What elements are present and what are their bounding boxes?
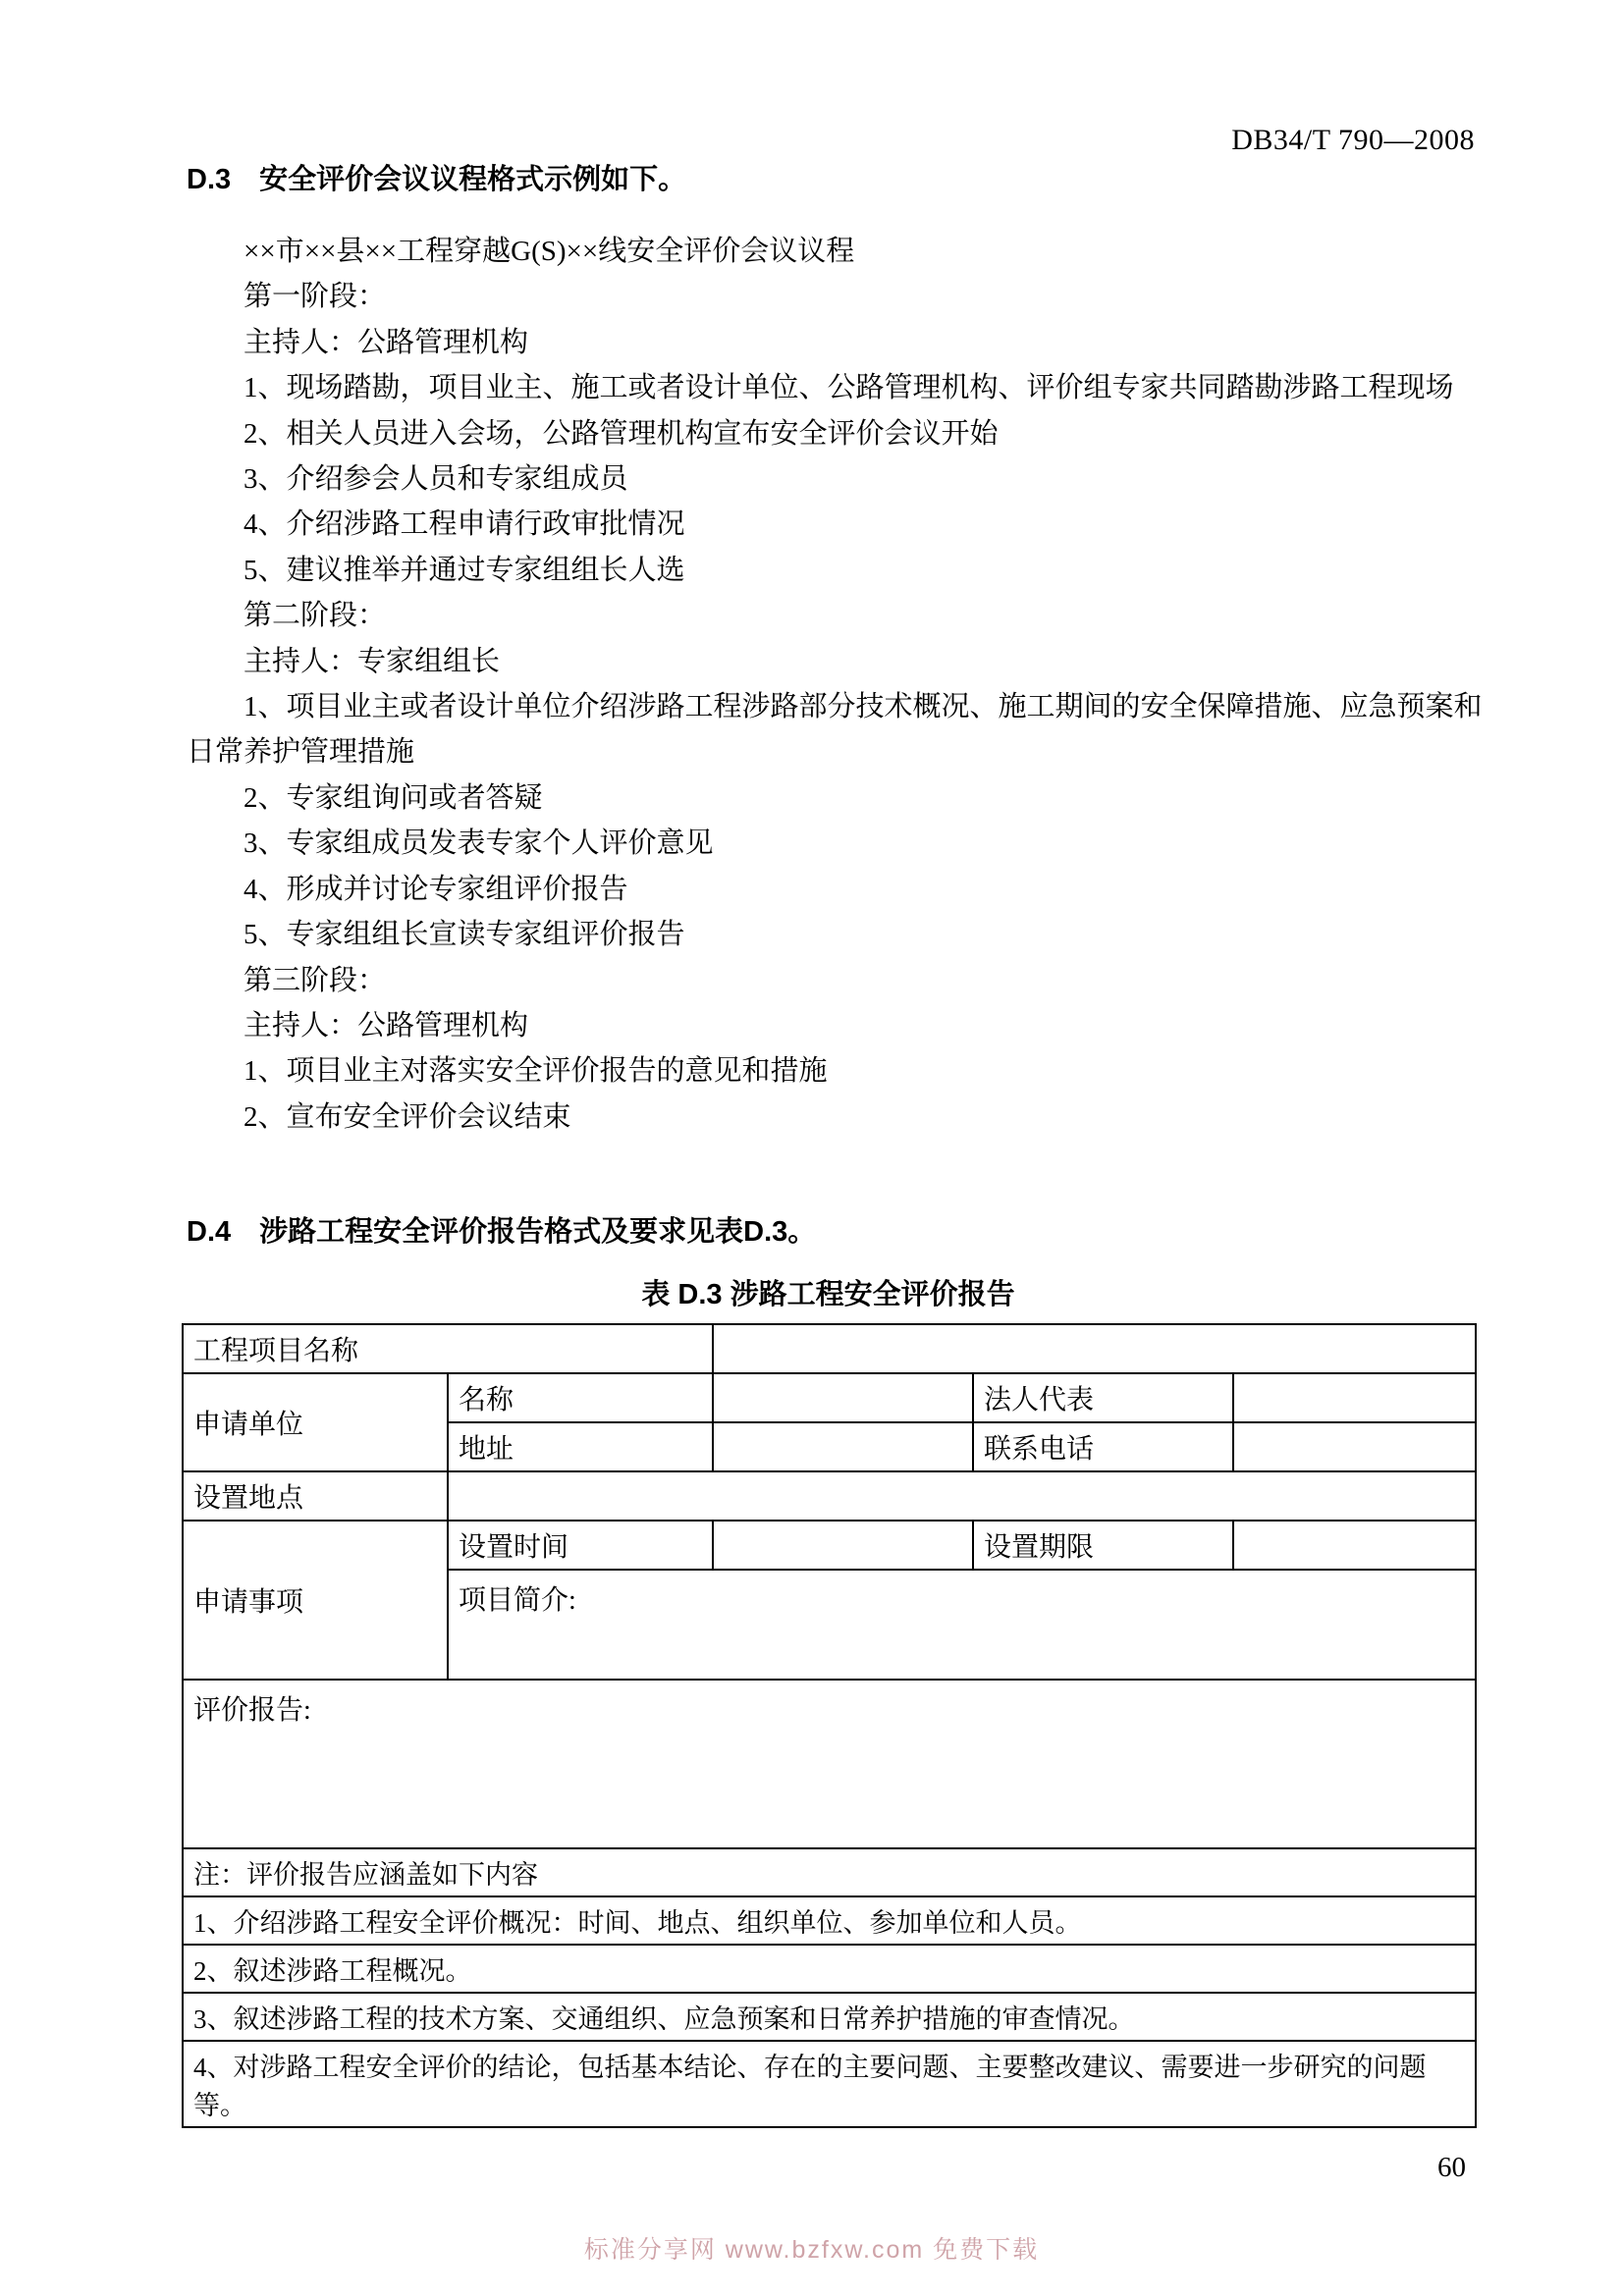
report-table (182, 1323, 1477, 2128)
table-row (183, 1896, 1476, 1945)
table-row (183, 1848, 1476, 1896)
agenda-line: 3、介绍参会人员和专家组成员 (243, 463, 628, 496)
cell-location-label: 设置地点 (183, 1471, 448, 1521)
agenda-line: 2、宣布安全评价会议结束 (243, 1100, 571, 1133)
agenda-line: 3、专家组成员发表专家个人评价意见 (243, 828, 714, 860)
section-d4-heading: D.4 涉路工程安全评价报告格式及要求见表D.3。 (187, 1216, 817, 1248)
agenda-line: 1、项目业主对落实安全评价报告的意见和措施 (243, 1055, 828, 1088)
table-note: 4、对涉路工程安全评价的结论，包括基本结论、存在的主要问题、主要整改建议、需要进一步研究的问题等。 (183, 2041, 1476, 2127)
cell-legal-rep-label: 法人代表 (973, 1373, 1233, 1422)
cell-application-label: 申请事项 (183, 1521, 448, 1680)
cell-phone-label: 联系电话 (973, 1422, 1233, 1471)
agenda-line: ××市××县××工程穿越G(S)××线安全评价会议议程 (243, 236, 855, 267)
agenda-line: 主持人：公路管理机构 (243, 1009, 529, 1041)
agenda-line: 第二阶段： (243, 600, 387, 632)
agenda-line: 5、专家组组长宣读专家组评价报告 (243, 919, 685, 951)
table-row (183, 1680, 1476, 1848)
agenda-line: 5、建议推举并通过专家组组长人选 (243, 554, 685, 586)
table-row (183, 1373, 1476, 1422)
table-note: 2、叙述涉路工程概况。 (183, 1945, 1476, 1993)
agenda-line: 主持人：公路管理机构 (243, 326, 529, 358)
agenda-line: 主持人：专家组组长 (243, 645, 501, 677)
watermark: 标准分享网 www.bzfxw.com 免费下载 (583, 2236, 1040, 2264)
cell-legal-rep-value (1233, 1373, 1476, 1422)
cell-setup-period-value (1233, 1521, 1476, 1570)
agenda-line: 4、介绍涉路工程申请行政审批情况 (243, 508, 685, 541)
agenda-line: 1、现场踏勘，项目业主、施工或者设计单位、公路管理机构、评价组专家共同踏勘涉路工程现场 (243, 372, 1454, 404)
cell-applicant-label: 申请单位 (183, 1373, 448, 1471)
agenda-line: 2、相关人员进入会场，公路管理机构宣布安全评价会议开始 (243, 417, 999, 450)
cell-address-label: 地址 (448, 1422, 713, 1471)
table-row (183, 1324, 1476, 1373)
agenda-line: 第三阶段： (243, 964, 387, 996)
cell-setup-time-value (713, 1521, 973, 1570)
page-number: 60 (1437, 2152, 1466, 2183)
cell-project-intro: 项目简介: (448, 1570, 1476, 1680)
agenda-line: 4、形成并讨论专家组评价报告 (243, 873, 628, 905)
agenda-block (187, 229, 1488, 1140)
table-row (183, 2041, 1476, 2127)
cell-project-name-value (713, 1324, 1476, 1373)
agenda-line: 1、项目业主或者设计单位介绍涉路工程涉路部分技术概况、施工期间的安全保障措施、应急预案和日常养护管理措施 (187, 691, 1483, 769)
cell-location-value (448, 1471, 1476, 1521)
cell-phone-value (1233, 1422, 1476, 1471)
section-d3-heading: D.3 安全评价会议议程格式示例如下。 (187, 164, 687, 195)
cell-address-value (713, 1422, 973, 1471)
agenda-line: 2、专家组询问或者答疑 (243, 781, 543, 814)
table-row (183, 1521, 1476, 1570)
cell-setup-time-label: 设置时间 (448, 1521, 713, 1570)
table-note: 注：评价报告应涵盖如下内容 (183, 1848, 1476, 1896)
cell-report: 评价报告: (183, 1680, 1476, 1848)
agenda-line: 第一阶段： (243, 281, 387, 313)
table-row (183, 1471, 1476, 1521)
table-note: 1、介绍涉路工程安全评价概况：时间、地点、组织单位、参加单位和人员。 (183, 1896, 1476, 1945)
table-title: 表 D.3 涉路工程安全评价报告 (641, 1279, 1015, 1310)
cell-project-name-label: 工程项目名称 (183, 1324, 713, 1373)
cell-setup-period-label: 设置期限 (973, 1521, 1233, 1570)
table-row (183, 1993, 1476, 2041)
cell-name-label: 名称 (448, 1373, 713, 1422)
doc-number: DB34/T 790—2008 (1231, 124, 1475, 156)
cell-name-value (713, 1373, 973, 1422)
table-note: 3、叙述涉路工程的技术方案、交通组织、应急预案和日常养护措施的审查情况。 (183, 1993, 1476, 2041)
table-row (183, 1945, 1476, 1993)
